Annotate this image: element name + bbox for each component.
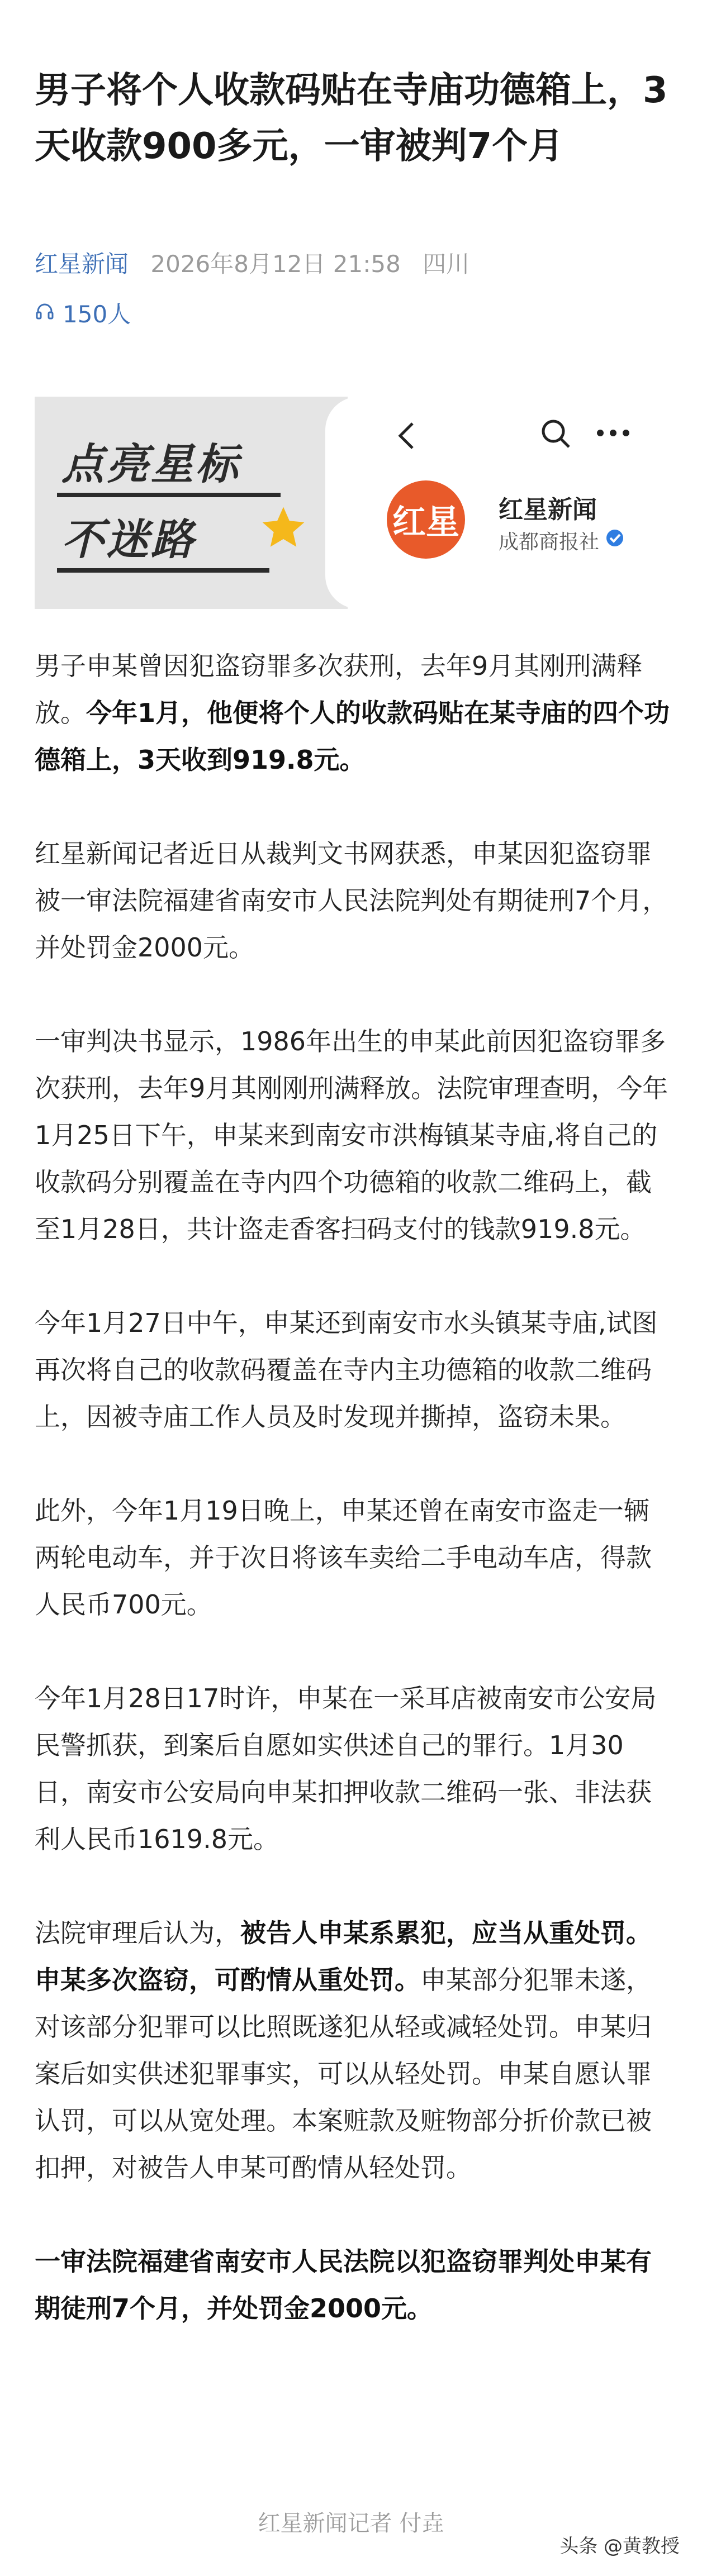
star-banner [35,397,348,609]
article-paragraph [35,2238,672,2332]
account-logo[interactable]: 红星 [387,480,465,559]
star-icon [258,503,309,555]
listen-count: 150人 [63,301,131,328]
verified-icon [605,528,625,553]
article-paragraph [35,1487,672,1628]
source-link[interactable]: 红星新闻 [35,250,129,278]
paragraph-text: 此外，今年1月19日晚上，申某还曾在南安市盗走一辆两轮电动车，并于次日将该车卖给二手电动车店，得款人民币700元。 [35,1496,652,1620]
article-paragraph [35,1675,672,1863]
more-icon[interactable] [594,419,633,449]
underline-decoration [57,493,281,497]
bold-text: 一审法院福建省南安市人民法院以犯盗窃罪判处申某有期徒刑7个月，并处罚金2000元。 [35,2246,652,2323]
article-paragraph [35,1018,672,1253]
paragraph-text: 今年1月28日17时许，申某在一采耳店被南安市公安局民警抓获，到案后自愿如实供述自己的罪行。1月30日，南安市公安局向申某扣押收款二维码一张、非法获利人民币1619.8元。 [35,1683,657,1854]
article-title: 男子将个人收款码贴在寺庙功德箱上，3天收款900多元，一审被判7个月 [35,70,668,167]
reporter-byline: 红星新闻记者 付垚 [258,2511,444,2536]
paragraph-text: 法院审理后认为， [35,1918,240,1948]
search-icon[interactable] [538,416,573,454]
article-paragraph [35,642,672,783]
article-meta [35,246,469,279]
banner-line2: 不迷路 [61,515,196,564]
banner-line1: 点亮星标 [61,439,240,489]
account-org: 成都商报社 [499,531,600,554]
follow-banner[interactable] [35,397,667,609]
account-card [348,397,667,609]
paragraph-text: 今年1月27日中午，申某还到南安市水头镇某寺庙,试图再次将自己的收款码覆盖在寺内主功德箱的收款二维码上，因被寺庙工作人员及时发现并撕掉，盗窃未果。 [35,1308,658,1432]
paragraph-text: 男子申某曾因犯盗窃罪多次获刑，去年9月其刚刑满释放。 [35,651,643,728]
paragraph-text: 申某部分犯罪未遂，对该部分犯罪可以比照既遂犯从轻或减轻处罚。申某归案后如实供述犯罪事实，可以从轻处罚。申某自愿认罪认罚，可以从宽处理。本案赃款及赃物部分折价款已被扣押，对被告人申某可酌情从轻处罚。 [35,1965,652,2183]
publish-location: 四川 [423,250,470,278]
watermark: 头条 @黄教授 [559,2535,680,2558]
listen-button[interactable] [35,296,131,330]
headphones-icon [35,299,55,327]
article-paragraph [35,830,672,971]
bold-text: 今年1月，他便将个人的收款码贴在某寺庙的四个功德箱上，3天收到919.8元。 [35,698,670,775]
back-icon[interactable] [392,419,420,455]
underline-decoration [57,568,269,573]
publish-datetime: 2026年8月12日 21:58 [150,250,401,278]
account-subtitle [499,526,625,555]
article-paragraph [35,1910,672,2191]
paragraph-text: 红星新闻记者近日从裁判文书网获悉，申某因犯盗窃罪被一审法院福建省南安市人民法院判处有期徒刑7个月，并处罚金2000元。 [35,839,668,963]
paragraph-text: 一审判决书显示，1986年出生的申某此前因犯盗窃罪多次获刑，去年9月其刚刚刑满释放。法院审理查明，今年1月25日下午，申某来到南安市洪梅镇某寺庙,将自己的收款码分别覆盖在寺内四个功德箱的收款二维码上，截至1月28日，共计盗走香客扫码支付的钱款919.8元。 [35,1026,668,1244]
account-name[interactable]: 红星新闻 [499,496,597,524]
article-body [35,642,672,2379]
article-paragraph [35,1299,672,1440]
bold-text: 被告人申某系累犯，应当从重处罚。申某多次盗窃，可酌情从重处罚。 [35,1918,652,1995]
